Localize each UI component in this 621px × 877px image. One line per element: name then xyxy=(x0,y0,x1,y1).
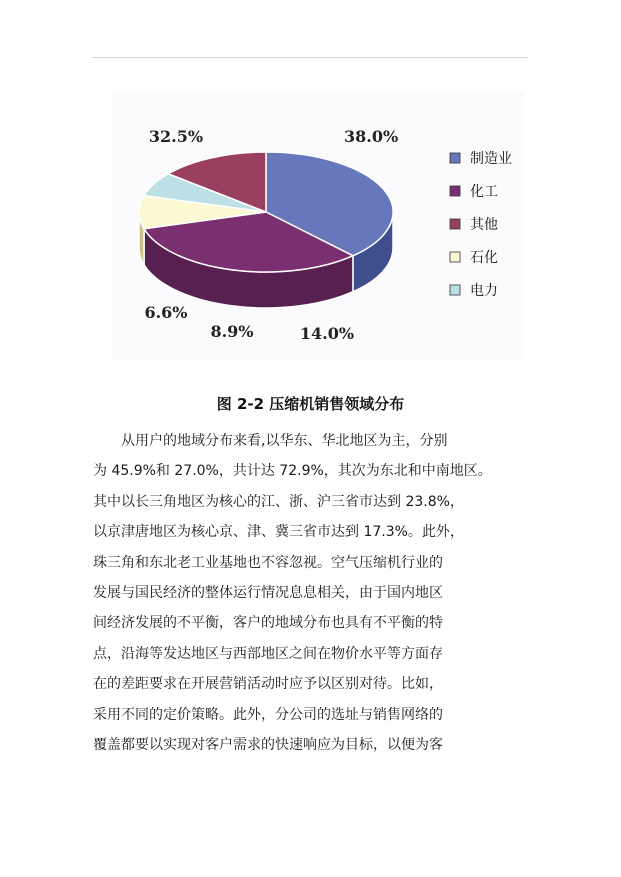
text-line: 覆盖都要以实现对客户需求的快速响应为目标，以便为客 xyxy=(93,736,443,753)
legend-swatch-0 xyxy=(450,153,460,163)
legend-swatch-3 xyxy=(450,285,460,295)
text-line: 发展与国民经济的整体运行情况息息相关，由于国内地区 xyxy=(93,584,443,601)
legend-swatch-2 xyxy=(450,252,460,262)
legend-label-0: 制造业 xyxy=(470,151,512,167)
text-line: 采用不同的定价策略。此外，分公司的选址与销售网络的 xyxy=(93,706,443,723)
legend-swatch-1 xyxy=(450,186,460,196)
slice-label-2: 8.9% xyxy=(210,322,254,341)
text-line: 从用户的地域分布来看,以华东、华北地区为主，分别 xyxy=(121,433,448,449)
text-line: 点，沿海等发达地区与西部地区之间在物价水平等方面存 xyxy=(93,645,443,662)
slice-label-0: 38.0% xyxy=(344,127,399,146)
slice-label-1: 32.5% xyxy=(148,127,204,146)
slice-label-3: 6.6% xyxy=(144,303,188,322)
figure-caption: 图 2-2 压缩机销售领域分布 xyxy=(216,395,405,413)
text-line: 其中以长三角地区为核心的江、浙、沪三省市达到 23.8%， xyxy=(93,493,464,510)
text-line: 珠三角和东北老工业基地也不容忽视。空气压缩机行业的 xyxy=(93,554,443,571)
body-paragraph xyxy=(93,426,525,760)
legend-label-1: 化工 xyxy=(470,184,498,200)
pie-chart xyxy=(0,0,621,380)
legend-label-4: 其他 xyxy=(470,217,498,233)
text-line: 以京津唐地区为核心京、津、冀三省市达到 17.3%。此外， xyxy=(93,524,464,541)
slice-label-4: 14.0% xyxy=(299,324,355,343)
legend-label-2: 石化 xyxy=(470,250,498,266)
text-line: 在的差距要求在开展营销活动时应予以区别对待。比如， xyxy=(93,676,443,693)
text-line: 为 45.9%和 27.0%，共计达 72.9%，其次为东北和中南地区。 xyxy=(93,463,492,480)
legend-swatch-4 xyxy=(450,219,460,229)
legend-label-3: 电力 xyxy=(470,283,498,299)
text-line: 间经济发展的不平衡，客户的地域分布也具有不平衡的特 xyxy=(93,615,443,632)
